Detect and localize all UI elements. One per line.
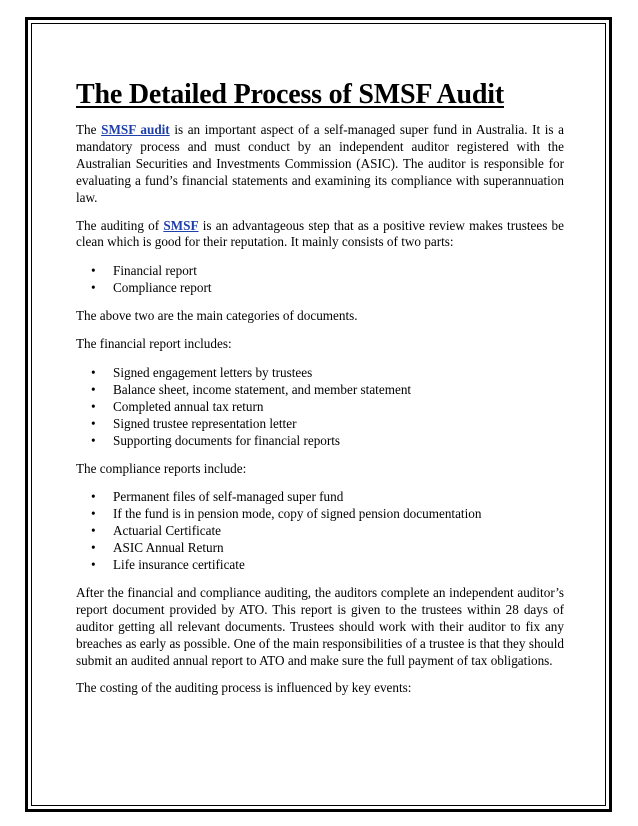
list-item: • Compliance report <box>76 280 564 297</box>
list-item: • Supporting documents for financial reports <box>76 433 564 450</box>
auditing-suffix: is an advantageous step that as a positive review makes trustees be clean which is good for their reputation. It mainly consists of two parts: <box>76 217 564 250</box>
auditing-paragraph <box>76 218 564 252</box>
list-item: • ASIC Annual Return <box>76 540 564 557</box>
list-item: • Completed annual tax return <box>76 399 564 416</box>
financial-list <box>76 365 564 450</box>
list-item: • Balance sheet, income statement, and member statement <box>76 382 564 399</box>
list-item: • Life insurance certificate <box>76 557 564 574</box>
parts-list <box>76 263 564 297</box>
list-item: • Actuarial Certificate <box>76 523 564 540</box>
intro-suffix: is an important aspect of a self-managed super fund in Australia. It is a mandatory process and must conduct by an independent auditor registered with the Australian Securities and Investments Commission (ASIC). The auditor is responsible for evaluating a fund’s financial statements and examining its compliance with superannuation law. <box>76 122 565 205</box>
compliance-list <box>76 489 564 574</box>
categories-paragraph: The above two are the main categories of documents. <box>76 308 358 324</box>
smsf-audit-link[interactable]: SMSF audit <box>101 122 170 137</box>
document-body <box>76 78 564 708</box>
page-title: The Detailed Process of SMSF Audit <box>76 79 504 110</box>
intro-paragraph <box>76 122 564 207</box>
costing-paragraph: The costing of the auditing process is influenced by key events: <box>76 680 412 696</box>
compliance-heading: The compliance reports include: <box>76 460 247 476</box>
list-item: • Financial report <box>76 263 564 280</box>
intro-prefix: The <box>76 122 102 137</box>
after-paragraph: After the financial and compliance auditing, the auditors complete an independent auditor’s report document provided by ATO. This report is given to the trustees within 28 days of auditor getting all relevant documents. Trustees should work with their auditor to fix any breaches as early as possible. One of the main responsibilities of a trustee is that they should submit an audited annual report to ATO and make sure the full payment of tax obligations. <box>76 584 564 668</box>
list-item: • If the fund is in pension mode, copy of signed pension documentation <box>76 506 564 523</box>
financial-heading: The financial report includes: <box>76 336 232 352</box>
smsf-link[interactable]: SMSF <box>163 217 199 233</box>
list-item: • Permanent files of self-managed super fund <box>76 489 564 506</box>
list-item: • Signed engagement letters by trustees <box>76 365 564 382</box>
list-item: • Signed trustee representation letter <box>76 416 564 433</box>
auditing-prefix: The auditing of <box>76 217 164 233</box>
